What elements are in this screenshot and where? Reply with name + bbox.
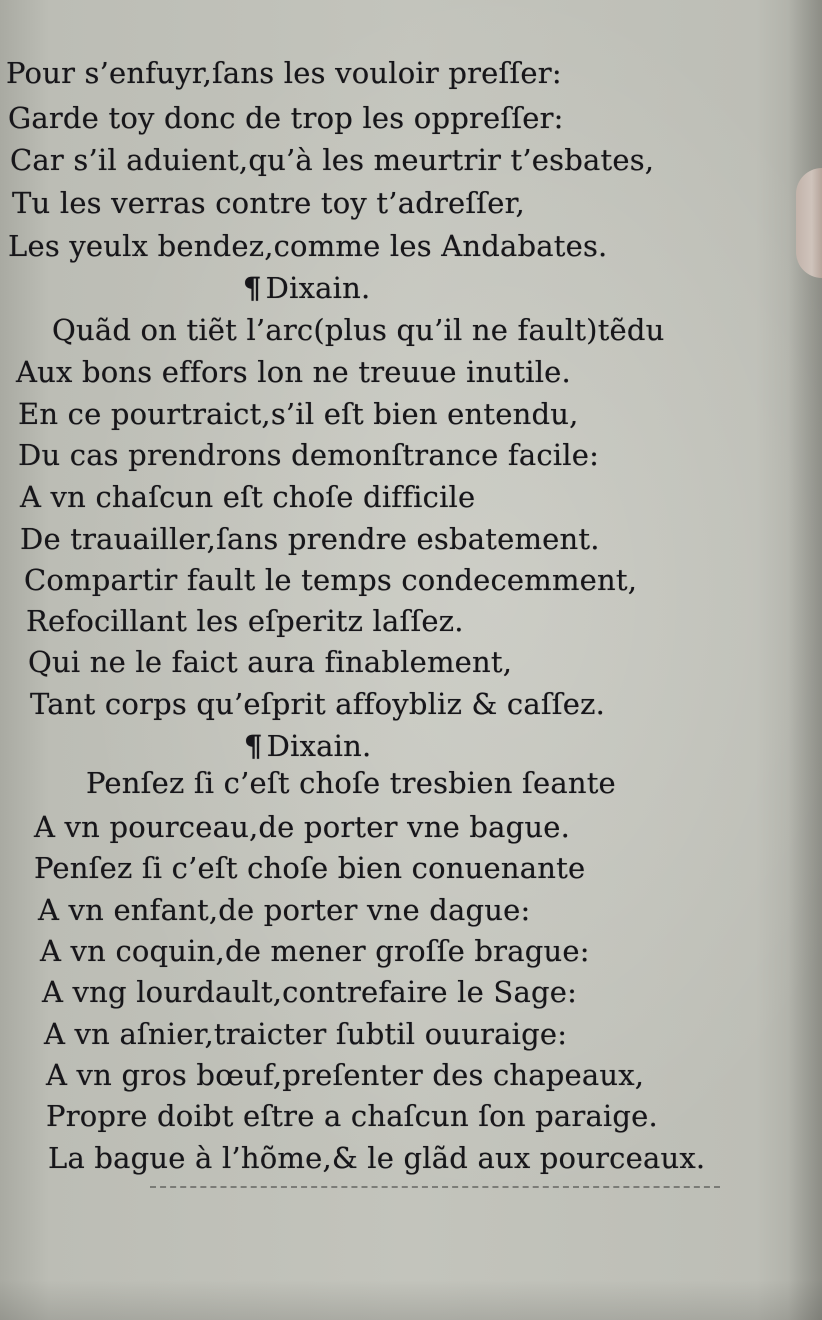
heading-text: Dixain. (265, 271, 371, 305)
next-page-edge (796, 168, 822, 278)
poem-line: A vn pourceau,de porter vne bague. (34, 810, 571, 844)
poem-line: A vn gros bœuf,preſenter des chapeaux, (46, 1058, 645, 1092)
poem-line: Car s’il aduient,qu’à les meurtrir t’esbates, (10, 143, 655, 177)
poem-line: A vn enfant,de porter vne dague: (38, 893, 531, 927)
pilcrow-mark: ¶ (243, 271, 262, 305)
poem-line: A vng lourdault,contrefaire le Sage: (42, 975, 578, 1009)
poem-line: En ce pourtraict,s’il eſt bien entendu, (18, 397, 579, 431)
poem-line: Penſez ſi c’eſt choſe tresbien ſeante (86, 766, 616, 800)
poem-line: Refocillant les eſperitz laſſez. (26, 604, 464, 638)
poem-line: Propre doibt eſtre a chaſcun ſon paraige. (46, 1099, 658, 1133)
heading-text: Dixain. (266, 729, 372, 763)
poem-line: A vn coquin,de mener groſſe brague: (40, 934, 590, 968)
print-rule (150, 1186, 720, 1190)
page-shadow-bottom (0, 1280, 822, 1320)
dixain-heading-2 (244, 729, 371, 763)
poem-line: Tu les verras contre toy t’adreſſer, (12, 186, 525, 220)
poem-line: La bague à l’hõme,& le glãd aux pourceaux. (48, 1141, 706, 1175)
poem-line: Penſez ſi c’eſt choſe bien conuenante (34, 851, 586, 885)
poem-line: Qui ne le faict aura finablement, (28, 645, 513, 679)
poem-line: Quãd on tiẽt l’arc(plus qu’il ne fault)tẽdu (52, 313, 665, 347)
poem-line: De trauailler,ſans prendre esbatement. (20, 522, 600, 556)
poem-line: Tant corps qu’eſprit affoybliz & caſſez. (30, 687, 605, 721)
poem-line: Aux bons effors lon ne treuue inutile. (16, 355, 571, 389)
poem-line: Du cas prendrons demonſtrance facile: (18, 438, 600, 472)
dixain-heading-1 (243, 271, 370, 305)
poem-line: Pour s’enfuyr,ſans les vouloir preſſer: (6, 56, 562, 90)
poem-line: Les yeulx bendez,comme les Andabates. (8, 229, 608, 263)
poem-line: A vn aſnier,traicter ſubtil ouuraige: (44, 1017, 568, 1051)
poem-line: A vn chaſcun eſt choſe difficile (20, 480, 476, 514)
poem-line: Compartir fault le temps condecemment, (24, 563, 638, 597)
pilcrow-mark: ¶ (244, 729, 263, 763)
poem-line: Garde toy donc de trop les oppreſſer: (8, 101, 564, 135)
